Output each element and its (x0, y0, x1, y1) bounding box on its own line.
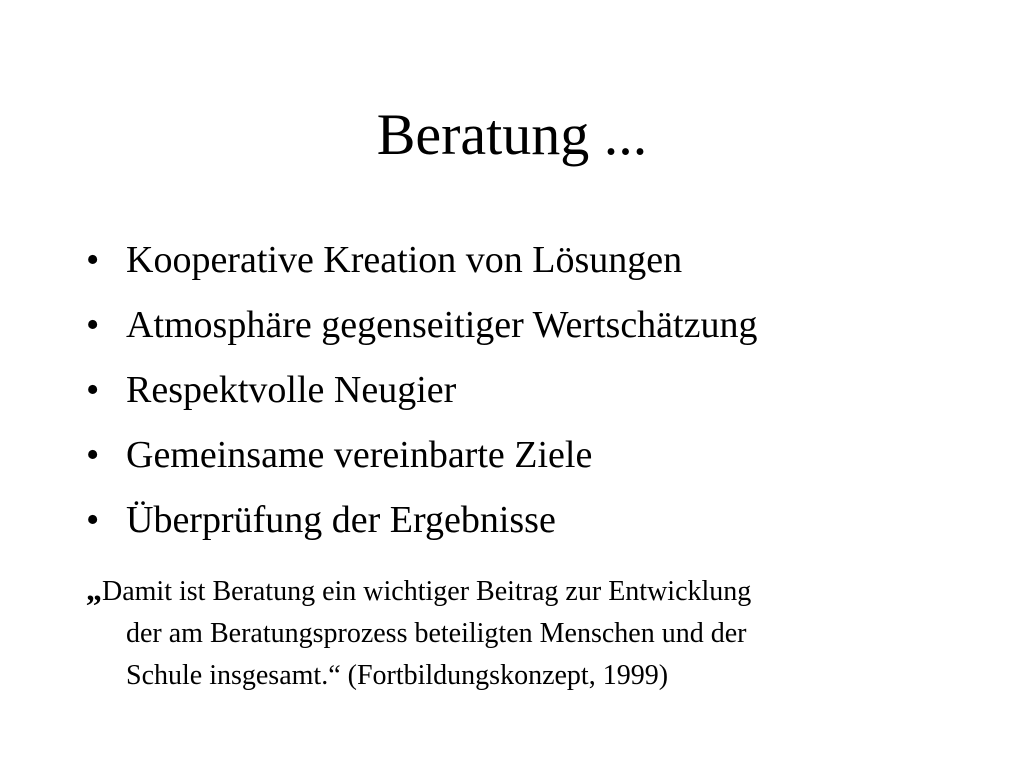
bullet-item (86, 423, 966, 488)
bullet-text: Gemeinsame vereinbarte Ziele (126, 434, 593, 476)
bullet-icon: • (86, 369, 100, 411)
bullet-item (86, 228, 966, 293)
quote-line-2: der am Beratungsprozess beteiligten Menschen und der (126, 618, 747, 649)
bullet-icon: • (86, 499, 100, 541)
bullet-item (86, 358, 966, 423)
quote-line-1 (86, 568, 946, 613)
quote-block (86, 568, 946, 697)
bullet-icon: • (86, 239, 100, 281)
quote-text-1: Damit ist Beratung ein wichtiger Beitrag zur Entwicklung (102, 576, 752, 607)
quote-line-3: Schule insgesamt.“ (Fortbildungskonzept, 1999) (126, 660, 669, 691)
opening-quote-mark: „ (86, 571, 102, 607)
bullet-icon: • (86, 304, 100, 346)
bullet-text: Respektvolle Neugier (126, 369, 457, 411)
bullet-item (86, 488, 966, 553)
slide-title: Beratung ... (376, 102, 648, 167)
bullet-item (86, 293, 966, 358)
bullet-text: Kooperative Kreation von Lösungen (126, 239, 683, 281)
bullet-text: Atmosphäre gegenseitiger Wertschätzung (126, 304, 758, 346)
bullet-list (86, 228, 966, 553)
bullet-text: Überprüfung der Ergebnisse (126, 499, 556, 541)
bullet-icon: • (86, 434, 100, 476)
